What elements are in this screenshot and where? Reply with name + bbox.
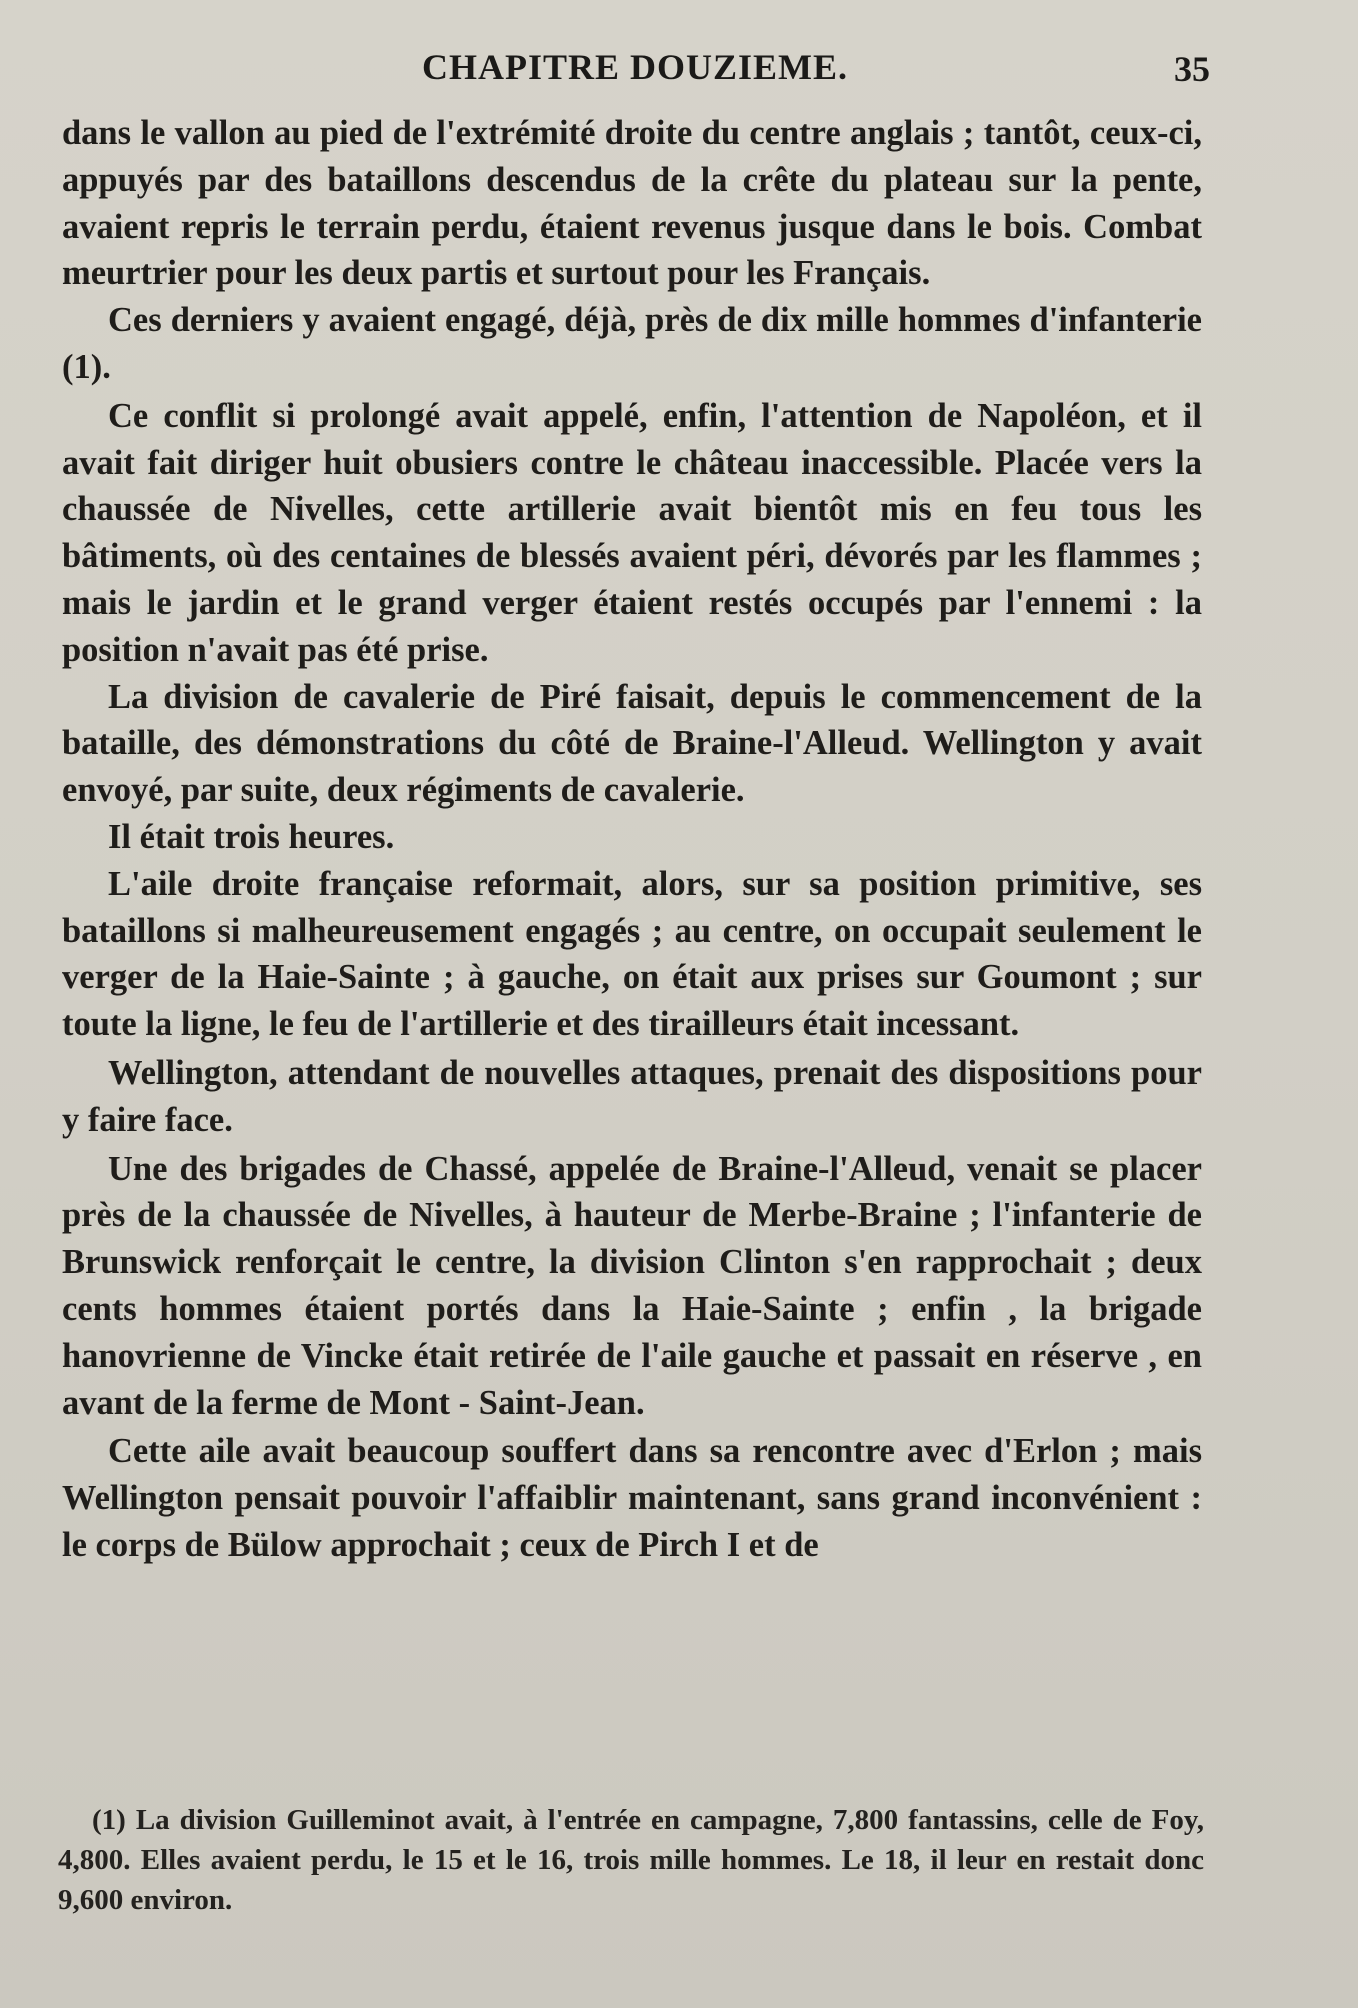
footnote bbox=[58, 1800, 1204, 1920]
body-text bbox=[62, 110, 1202, 1569]
paragraph: Cette aile avait beaucoup souffert dans sa rencontre avec d'Erlon ; mais Wellington pensait pouvoir l'affaiblir maintenant, sans grand inconvénient : le corps de Bülow approchait ; ceux de Pirch I et de bbox=[62, 1432, 1202, 1564]
paragraph: L'aile droite française reformait, alors, sur sa position primitive, ses bataillons si malheureusement engagés ; au centre, on occupait seulement le verger de la Haie-Sainte ; à gauche, on était aux prises sur Goumont ; sur toute la ligne, le feu de l'artillerie et des tirailleurs était incessant. bbox=[62, 864, 1202, 1044]
page-header bbox=[60, 38, 1210, 98]
paragraph: Ce conflit si prolongé avait appelé, enfin, l'attention de Napoléon, et il avait fait diriger huit obusiers contre le château inaccessible. Placée vers la chaussée de Nivelles, cette artillerie avait bientôt mis en feu tous les bâtiments, où des centaines de blessés avaient péri, dévorés par les flammes ; mais le jardin et le grand verger étaient restés occupés par l'ennemi : la position n'avait pas été prise. bbox=[62, 396, 1202, 669]
paragraph: Ces derniers y avaient engagé, déjà, près de dix mille hommes d'infanterie (1). bbox=[62, 301, 1202, 386]
paragraph: dans le vallon au pied de l'extrémité droite du centre anglais ; tantôt, ceux-ci, appuyés par des bataillons descendus de la crête du plateau sur la pente, avaient repris le terrain perdu, étaient revenus jusque dans le bois. Combat meurtrier pour les deux partis et surtout pour les Français. bbox=[62, 114, 1202, 293]
paragraph: La division de cavalerie de Piré faisait, depuis le commencement de la bataille, des démonstrations du côté de Braine-l'Alleud. Wellington y avait envoyé, par suite, deux régiments de cavalerie. bbox=[62, 677, 1202, 810]
paragraph: Il était trois heures. bbox=[108, 817, 395, 856]
footnote-text: (1) La division Guilleminot avait, à l'entrée en campagne, 7,800 fantassins, celle de Foy, 4,800. Elles avaient perdu, le 15 et le 16, trois mille hommes. Le 18, il leur en restait donc 9,600 environ. bbox=[58, 1804, 1204, 1916]
paragraph: Une des brigades de Chassé, appelée de Braine-l'Alleud, venait se placer près de la chaussée de Nivelles, à hauteur de Merbe-Braine ; l'infanterie de Brunswick renforçait le centre, la division Clinton s'en rapprochait ; deux cents hommes étaient portés dans la Haie-Sainte ; enfin , la brigade hanovrienne de Vincke était retirée de l'aile gauche et passait en réserve , en avant de la ferme de Mont - Saint-Jean. bbox=[62, 1149, 1202, 1422]
page-number: 35 bbox=[1174, 49, 1210, 89]
running-title: CHAPITRE DOUZIEME. bbox=[421, 47, 849, 87]
paragraph: Wellington, attendant de nouvelles attaques, prenait des dispositions pour y faire face. bbox=[62, 1053, 1202, 1139]
